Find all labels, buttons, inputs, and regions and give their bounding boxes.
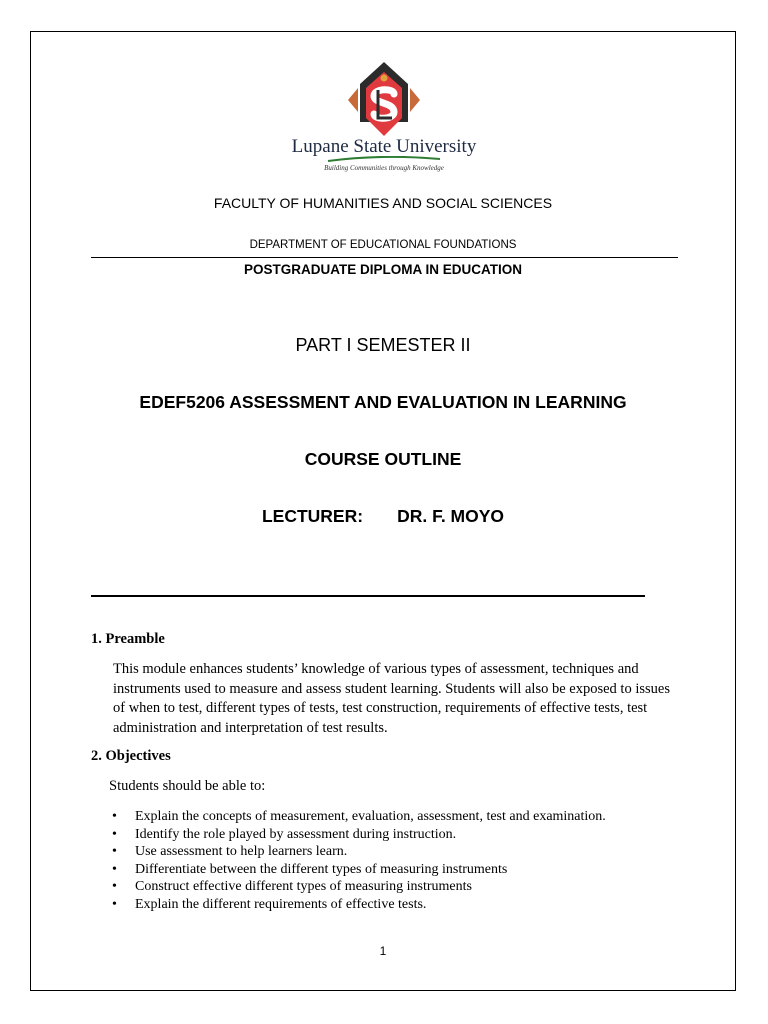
lecturer-name: DR. F. MOYO [397,506,505,526]
objective-text: Use assessment to help learners learn. [135,844,348,860]
lecturer-label: LECTURER: [261,506,364,526]
university-logo [286,60,482,178]
list-item [108,826,606,844]
objectives-list [108,808,606,914]
course-title: EDEF5206 ASSESSMENT AND EVALUATION IN LEARNING [139,392,627,412]
list-item [108,843,606,861]
department-name: DEPARTMENT OF EDUCATIONAL FOUNDATIONS [249,239,517,251]
section-divider [91,595,645,597]
preamble-heading: 1. Preamble [91,631,165,647]
bullet-icon: • [112,844,117,860]
bullet-icon: • [112,879,117,895]
bullet-icon: • [112,826,117,842]
objectives-heading: 2. Objectives [91,748,171,764]
objective-text: Explain the different requirements of effective tests. [135,896,427,912]
objective-text: Identify the role played by assessment during instruction. [135,826,457,842]
bullet-icon: • [112,896,117,912]
preamble-text: This module enhances students’ knowledge of various types of assessment, techniques and instruments used to measure and assess student learning. Students will also be exposed to issues of when to test, different types of tests, test construction, requirements of effective tests, test administration and interpretation of test results. [113,661,670,736]
page-number: 1 [379,944,387,958]
objective-text: Construct effective different types of measuring instruments [135,879,472,895]
faculty-name: FACULTY OF HUMANITIES AND SOCIAL SCIENCES [213,195,553,211]
bullet-icon: • [112,861,117,877]
objective-text: Differentiate between the different types of measuring instruments [135,861,508,877]
objectives-intro: Students should be able to: [109,778,266,794]
lecturer-row [30,506,736,527]
document-type: COURSE OUTLINE [304,449,462,469]
part-semester: PART I SEMESTER II [295,335,471,355]
university-name: Lupane State University [291,136,477,157]
list-item [108,861,606,879]
list-item [108,878,606,896]
list-item [108,808,606,826]
list-item [108,896,606,914]
bullet-icon: • [112,809,117,824]
objective-text: Explain the concepts of measurement, evaluation, assessment, test and examination. [135,809,606,824]
university-crest-icon [334,60,434,140]
swoosh-icon [326,156,442,162]
programme-name: POSTGRADUATE DIPLOMA IN EDUCATION [244,262,522,277]
university-tagline: Building Communities through Knowledge [324,164,444,172]
header-divider [91,257,678,258]
